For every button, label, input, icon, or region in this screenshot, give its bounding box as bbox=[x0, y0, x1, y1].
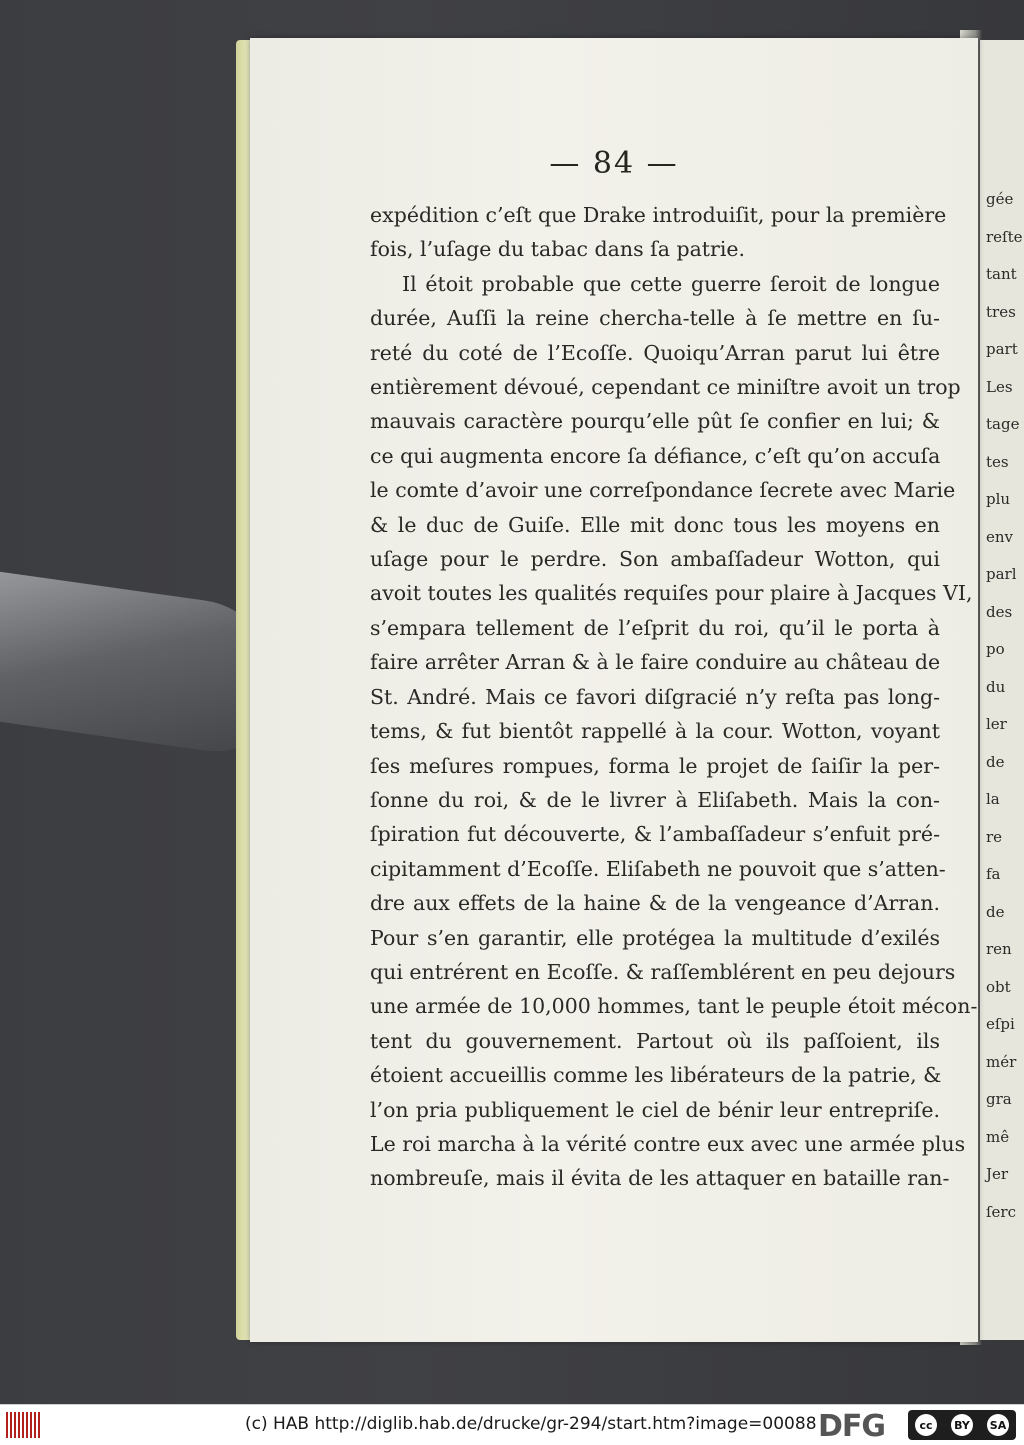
next-page-fragment: tres bbox=[986, 302, 1016, 321]
next-page-fragment: de bbox=[986, 752, 1005, 771]
text-line: reté du coté de l’Ecoſſe. Quoiqu’Arran parut lui être bbox=[370, 340, 940, 365]
text-line: dre aux effets de la haine & de la vengeance d’Arran. bbox=[370, 891, 940, 916]
text-line: St. André. Mais ce favori diſgracié n’y reſta pas long- bbox=[370, 684, 940, 709]
text-line: & le duc de Guiſe. Elle mit donc tous les moyens en bbox=[370, 512, 940, 537]
next-page-fragment: ſerc bbox=[986, 1202, 1016, 1221]
next-page-fragment: env bbox=[986, 527, 1014, 546]
text-line: ſes meſures rompues, forma le projet de ſaiſir la per- bbox=[370, 753, 940, 778]
by-icon: BY bbox=[951, 1414, 973, 1436]
next-page-fragment: la bbox=[986, 790, 1000, 808]
text-line: étoient accueillis comme les libérateurs de la patrie, & bbox=[370, 1063, 942, 1088]
next-page-fragment: de bbox=[986, 902, 1005, 921]
next-page-fragment: fa bbox=[986, 865, 1001, 883]
text-line: Le roi marcha à la vérité contre eux avec une armée plus bbox=[370, 1131, 966, 1156]
text-line: qui entrérent en Ecoſſe. & raſſemblérent en peu dejours bbox=[370, 959, 956, 984]
text-line: cipitamment d’Ecoſſe. Eliſabeth ne pouvoit que s’atten- bbox=[370, 856, 946, 881]
citation-link[interactable]: (c) HAB http://diglib.hab.de/drucke/gr-294/start.htm?image=00088 bbox=[245, 1414, 817, 1434]
sa-icon: SA bbox=[987, 1414, 1009, 1436]
text-line: tems, & fut bientôt rappellé à la cour. Wotton, voyant bbox=[370, 719, 940, 744]
text-line: ce qui augmenta encore ſa défiance, c’eſt qu’on accuſa bbox=[370, 443, 941, 468]
next-page-fragment: obt bbox=[986, 977, 1011, 996]
next-page-fragment: des bbox=[986, 602, 1013, 621]
text-line: le comte d’avoir une correſpondance ſecrete avec Marie bbox=[370, 478, 956, 503]
next-page-fragment: part bbox=[986, 340, 1018, 358]
page-body-text bbox=[370, 198, 978, 1196]
text-line: entièrement dévoué, cependant ce miniſtre avoit un trop bbox=[370, 375, 961, 400]
next-page-fragment: gée bbox=[986, 190, 1014, 208]
dfg-logo[interactable]: DFG bbox=[818, 1409, 886, 1444]
next-page-fragment: mér bbox=[986, 1052, 1017, 1071]
cc-license-badge-icon[interactable] bbox=[908, 1410, 1016, 1440]
next-page-fragment: eſpi bbox=[986, 1015, 1015, 1033]
text-line: Il étoit probable que cette guerre ſeroit de longue bbox=[402, 271, 940, 296]
next-page-fragment: ren bbox=[986, 940, 1012, 958]
next-page-fragment: reſte bbox=[986, 227, 1023, 246]
next-page-fragment: parl bbox=[986, 565, 1017, 583]
cc-icon: cc bbox=[915, 1414, 937, 1436]
text-line: ſpiration fut découverte, & l’ambaſſadeur s’enfuit pré- bbox=[370, 822, 940, 847]
text-line: tent du gouvernement. Partout où ils paſſoient, ils bbox=[370, 1028, 940, 1053]
text-line: mauvais caractère pourqu’elle pût ſe confier en lui; & bbox=[370, 409, 940, 434]
text-line: nombreuſe, mais il évita de les attaquer en bataille ran- bbox=[370, 1166, 950, 1191]
text-line: expédition c’eſt que Drake introduiſit, pour la première bbox=[370, 203, 947, 227]
next-page-fragment: tage bbox=[986, 415, 1020, 433]
next-page-fragment: ler bbox=[986, 715, 1007, 733]
next-page-fragment: gra bbox=[986, 1090, 1012, 1108]
page-number: — 84 — bbox=[549, 146, 679, 181]
next-page-fragment: tant bbox=[986, 265, 1017, 283]
next-page-fragment: re bbox=[986, 827, 1003, 846]
book-page bbox=[250, 38, 978, 1342]
next-page-fragment: Les bbox=[986, 377, 1013, 396]
text-line: faire arrêter Arran & à le faire conduire au château de bbox=[370, 650, 941, 675]
viewer-footer bbox=[0, 1404, 1024, 1445]
next-page-edge bbox=[980, 40, 1024, 1340]
next-page-fragment: po bbox=[986, 640, 1005, 658]
next-page-fragment: mê bbox=[986, 1127, 1010, 1146]
next-page-fragment: Jer bbox=[986, 1165, 1009, 1183]
text-line: avoit toutes les qualités requiſes pour plaire à Jacques VI, bbox=[370, 581, 973, 606]
text-line: s’empara tellement de l’eſprit du roi, qu’il le porta à bbox=[370, 615, 940, 640]
next-page-fragment: tes bbox=[986, 452, 1009, 471]
text-line: fois, l’uſage du tabac dans ſa patrie. bbox=[370, 237, 746, 262]
hab-barcode-logo-icon bbox=[6, 1412, 40, 1438]
text-line: durée, Auſſi la reine chercha-telle à ſe mettre en ſu- bbox=[370, 306, 940, 331]
text-line: uſage pour le perdre. Son ambaſſadeur Wotton, qui bbox=[370, 547, 940, 572]
text-line: l’on pria publiquement le ciel de bénir leur entrepriſe. bbox=[370, 1097, 940, 1122]
next-page-fragment: du bbox=[986, 677, 1006, 696]
text-line: une armée de 10,000 hommes, tant le peuple étoit mécon- bbox=[370, 994, 978, 1019]
next-page-fragment: plu bbox=[986, 490, 1011, 508]
text-line: ſonne du roi, & de le livrer à Eliſabeth. Mais la con- bbox=[370, 787, 940, 812]
text-line: Pour s’en garantir, elle protégea la multitude d’exilés bbox=[370, 925, 940, 950]
